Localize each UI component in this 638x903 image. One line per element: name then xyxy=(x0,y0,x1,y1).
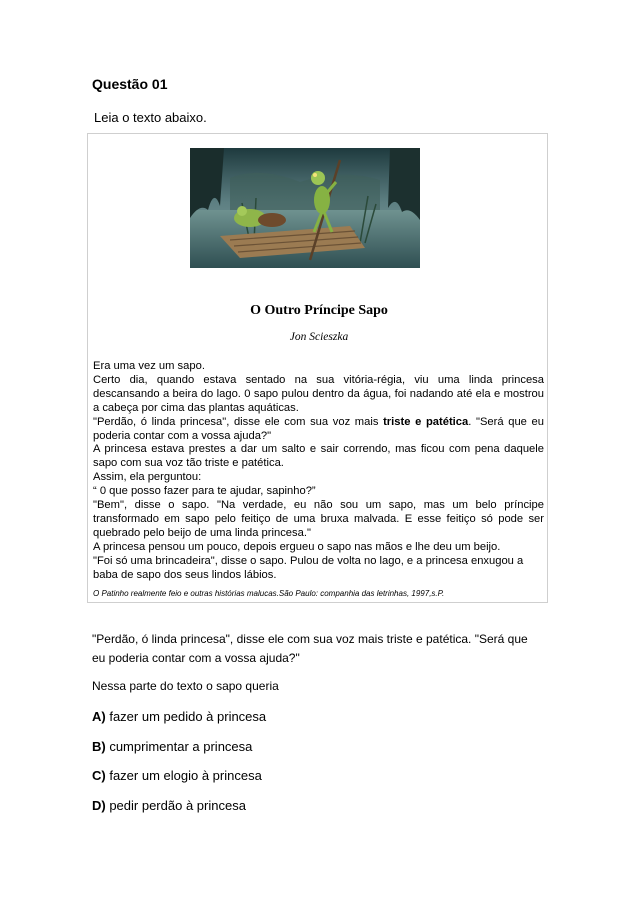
answer-options xyxy=(92,709,266,827)
option-d[interactable]: D) pedir perdão à princesa xyxy=(92,797,246,813)
frog-raft-illustration xyxy=(190,148,420,268)
story-paragraph: Certo dia, quando estava sentado na sua vitória-régia, viu uma linda princesa descansando a beira do lago. 0 sapo pulou dentro da água, foi nadando até ela e mostrou a cabeça por cima das plantas aquáticas. xyxy=(93,373,544,414)
quoted-excerpt: "Perdão, ó linda princesa", disse ele com sua voz mais triste e patética. "Será que eu poderia contar com a vossa ajuda?" xyxy=(92,632,528,665)
option-c[interactable]: C) fazer um elogio à princesa xyxy=(92,768,262,783)
question-prompt: Nessa parte do texto o sapo queria xyxy=(92,679,279,693)
story-paragraph: A princesa pensou um pouco, depois ergueu o sapo nas mãos e lhe deu um beijo. xyxy=(93,540,501,553)
story-paragraph: Era uma vez um sapo. xyxy=(93,360,205,372)
story-body xyxy=(93,360,544,583)
story-source: O Patinho realmente feio e outras histórias malucas.São Paulo: companhia das letrinhas, 1997,s.P. xyxy=(93,589,445,598)
story-title: O Outro Príncipe Sapo xyxy=(250,303,388,318)
option-b[interactable]: B) cumprimentar a princesa xyxy=(92,738,253,754)
question-title: Questão 01 xyxy=(92,76,168,92)
story-paragraph: Assim, ela perguntou: xyxy=(93,471,202,484)
question-intro: Leia o texto abaixo. xyxy=(94,110,207,125)
story-author: Jon Scieszka xyxy=(289,331,349,343)
story-paragraph: A princesa estava prestes a dar um salto e sair correndo, mas ficou com pena daquele sapo com sua voz tão triste e patética. xyxy=(93,443,544,470)
story-paragraph: "Foi só uma brincadeira", disse o sapo. Pulou de volta no lago, e a princesa enxugou a baba de sapo dos seus lindos lábios. xyxy=(93,554,524,581)
story-paragraph: "Perdão, ó linda princesa", disse ele com sua voz mais triste e patética. "Será que eu poderia contar com a vossa ajuda?" xyxy=(93,415,544,442)
option-a[interactable]: A) fazer um pedido à princesa xyxy=(92,709,267,724)
emphasis-text: triste e patética xyxy=(383,415,469,428)
story-paragraph: “ 0 que posso fazer para te ajudar, sapinho?” xyxy=(93,485,316,498)
story-paragraph: "Bem", disse o sapo. "Na verdade, eu não sou um sapo, mas um belo príncipe transformado em sapo pelo feitiço de uma bruxa malvada. E esse feitiço só pode ser quebrado pelo beijo de uma linda princesa." xyxy=(93,499,544,539)
